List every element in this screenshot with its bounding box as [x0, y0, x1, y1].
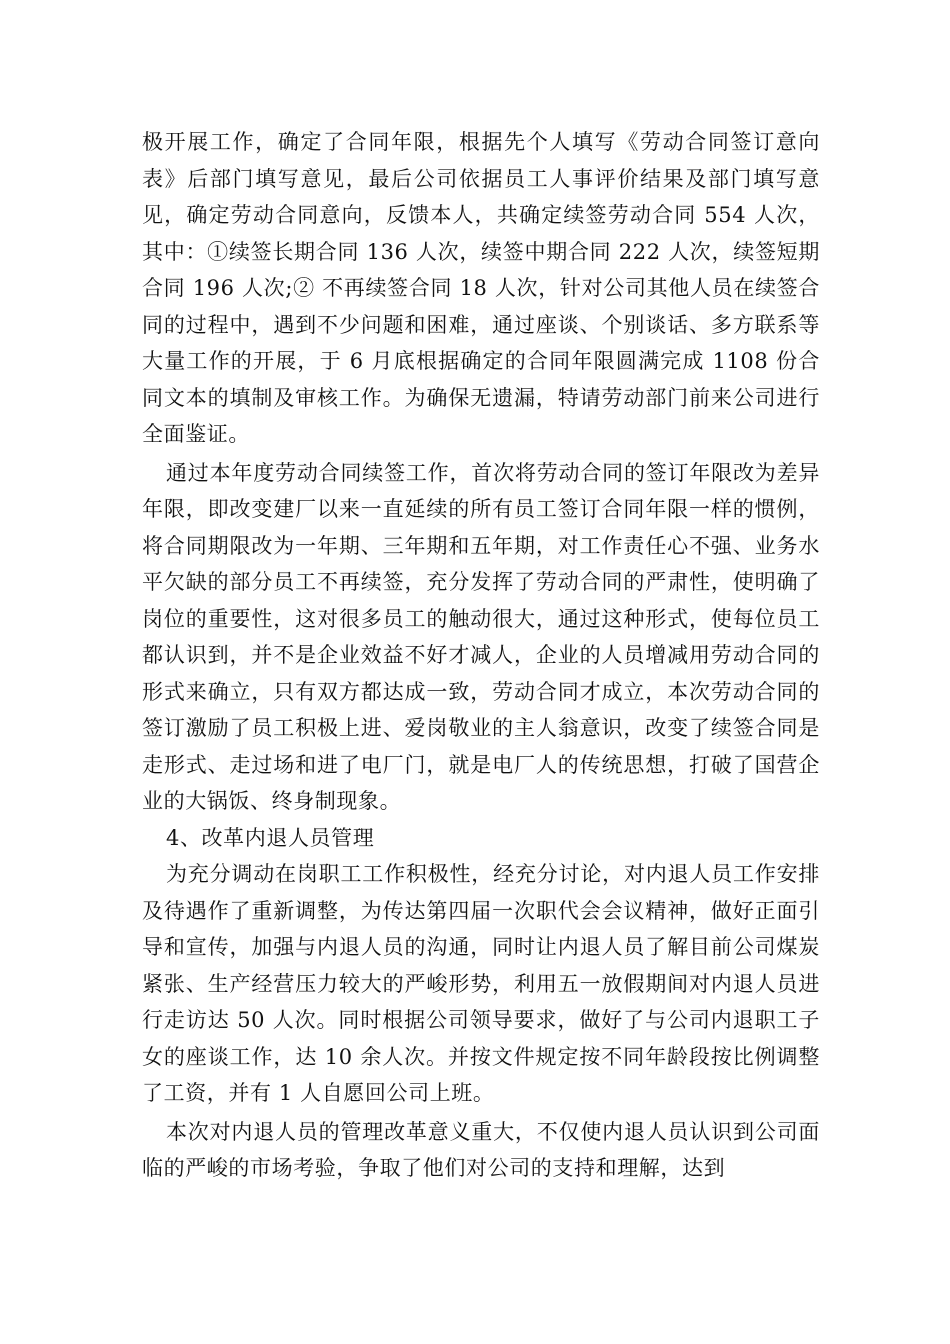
paragraph-contract-renewal-process: 极开展工作，确定了合同年限，根据先个人填写《劳动合同签订意向表》后部门填写意见，最后公司依据员工人事评价结果及部门填写意见，确定劳动合同意向，反馈本人，共确定续签劳动合同 554 人次，其中：①续签长期合同 136 人次，续签中期合同 222 人次，续签短期合同 196 人次;② 不再续签合同 18 人次，针对公司其他人员在续签合同的过程中，遇到不少问题和困难，通过座谈、个别谈话、多方联系等大量工作的开展，于 6 月底根据确定的合同年限圆满完成 1108 份合同文本的填制及审核工作。为确保无遗漏，特请劳动部门前来公司进行全面鉴证。 — [142, 130, 820, 446]
paragraph-retiree-adjustments: 为充分调动在岗职工工作积极性，经充分讨论，对内退人员工作安排及待遇作了重新调整，为传达第四届一次职代会会议精神，做好正面引导和宣传，加强与内退人员的沟通，同时让内退人员了解目前公司煤炭紧张、生产经营压力较大的严峻形势，利用五一放假期间对内退人员进行走访达 50 人次。同时根据公司领导要求，做好了与公司内退职工子女的座谈工作，达 10 余人次。并按文件规定按不同年龄段按比例调整了工资，并有 1 人自愿回公司上班。 — [142, 862, 820, 1105]
paragraph-retiree-reform-significance: 本次对内退人员的管理改革意义重大，不仅使内退人员认识到公司面临的严峻的市场考验，争取了他们对公司的支持和理解，达到 — [142, 1119, 820, 1180]
section-heading-retiree-management: 4、改革内退人员管理 — [166, 825, 375, 850]
paragraph-contract-renewal-effects: 通过本年度劳动合同续签工作，首次将劳动合同的签订年限改为差异年限，即改变建厂以来一直延续的所有员工签订合同年限一样的惯例，将合同期限改为一年期、三年期和五年期，对工作责任心不强、业务水平欠缺的部分员工不再续签，充分发挥了劳动合同的严肃性，使明确了岗位的重要性，这对很多员工的触动很大，通过这种形式，使每位员工都认识到，并不是企业效益不好才减人，企业的人员增减用劳动合同的形式来确立，只有双方都达成一致，劳动合同才成立，本次劳动合同的签订激励了员工积极上进、爱岗敬业的主人翁意识，改变了续签合同是走形式、走过场和进了电厂门，就是电厂人的传统思想，打破了国营企业的大锅饭、终身制现象。 — [142, 460, 820, 813]
document-body — [142, 124, 820, 1187]
